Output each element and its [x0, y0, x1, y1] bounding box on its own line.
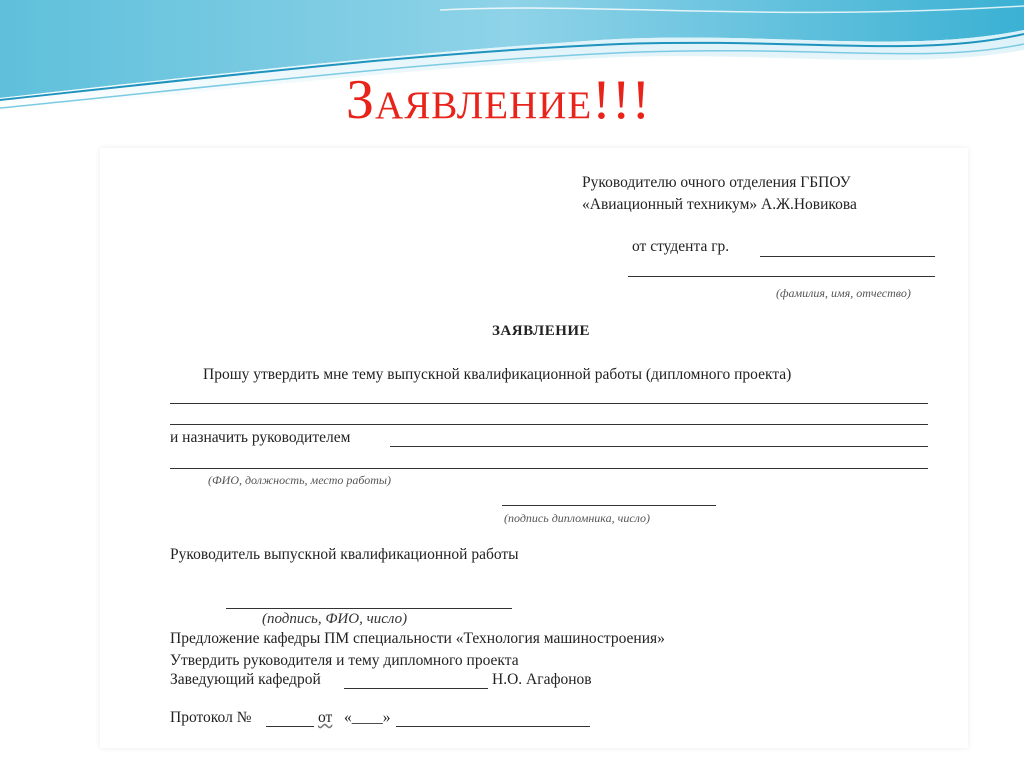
- protocol-date-day: «____»: [344, 709, 391, 726]
- assign-supervisor-label: и назначить руководителем: [170, 429, 351, 446]
- supervisor-signature-caption: (подпись, ФИО, число): [262, 611, 408, 627]
- supervisor-title: Руководитель выпускной квалификационной работы: [170, 546, 519, 563]
- group-number-field[interactable]: [760, 256, 935, 257]
- protocol-date-field[interactable]: [396, 726, 590, 727]
- application-document: [100, 148, 968, 748]
- thesis-topic-field-1[interactable]: [170, 403, 928, 404]
- protocol-number-field[interactable]: [266, 726, 314, 727]
- supervisor-signature-field[interactable]: [226, 608, 512, 609]
- student-signature-caption: (подпись дипломника, число): [504, 511, 651, 525]
- from-student-label: от студента гр.: [632, 238, 730, 255]
- supervisor-caption: (ФИО, должность, место работы): [208, 473, 392, 487]
- supervisor-field-1[interactable]: [390, 446, 928, 447]
- document-heading: ЗАЯВЛЕНИЕ: [492, 323, 591, 339]
- protocol-from-label: от: [318, 709, 333, 726]
- thesis-topic-field-2[interactable]: [170, 424, 928, 425]
- addressee-line-1: Руководителю очного отделения ГБПОУ: [582, 174, 851, 191]
- student-name-field[interactable]: [628, 276, 935, 277]
- department-proposal: Предложение кафедры ПМ специальности «Технология машиностроения»: [170, 630, 665, 647]
- protocol-label: Протокол №: [170, 709, 252, 726]
- supervisor-field-2[interactable]: [170, 468, 928, 469]
- head-signature-field[interactable]: [344, 688, 488, 689]
- approve-text: Утвердить руководителя и тему дипломного проекта: [170, 652, 519, 669]
- head-of-department-name: Н.О. Агафонов: [492, 671, 592, 688]
- slide-title: Заявление!!!: [346, 69, 652, 131]
- addressee-line-2: «Авиационный техникум» А.Ж.Новикова: [582, 196, 857, 213]
- head-of-department-label: Заведующий кафедрой: [170, 671, 321, 688]
- request-text: Прошу утвердить мне тему выпускной квалификационной работы (дипломного проекта): [203, 366, 792, 383]
- student-signature-field[interactable]: [502, 505, 716, 506]
- student-name-caption: (фамилия, имя, отчество): [776, 286, 911, 300]
